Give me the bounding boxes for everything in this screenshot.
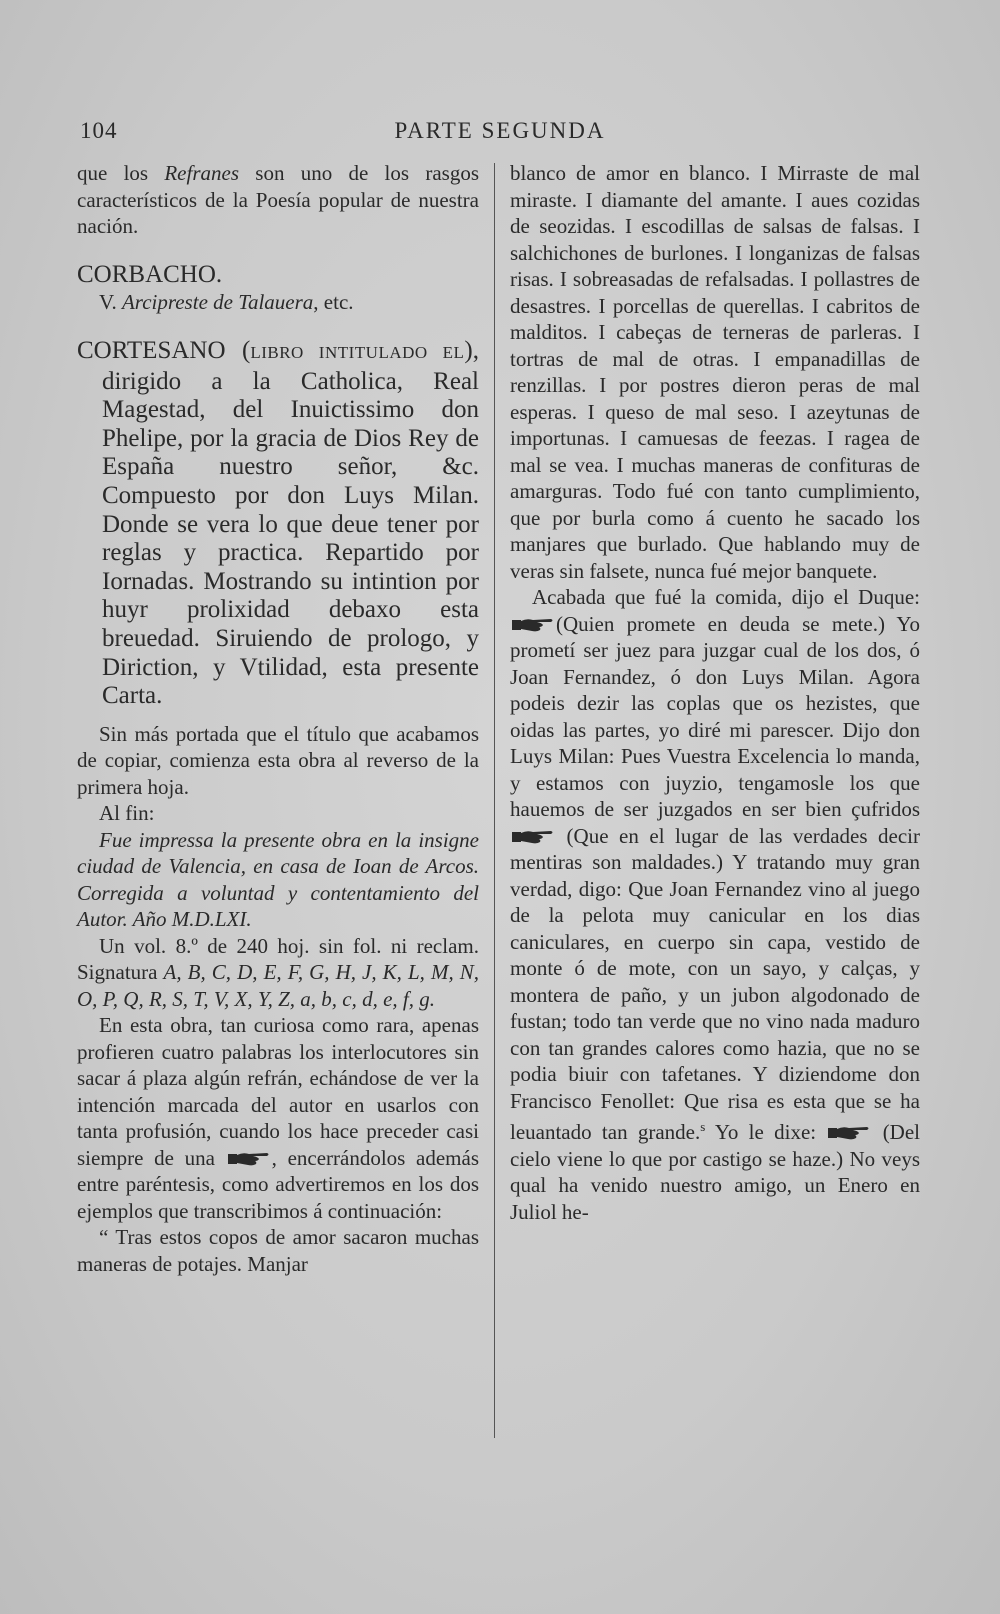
- pointing-hand-icon: [510, 828, 556, 846]
- page-header: [0, 118, 1000, 148]
- pointing-hand-icon: [826, 1124, 872, 1142]
- corbacho-reference: V. Arcipreste de Talauera, etc.: [99, 289, 354, 314]
- running-head: PARTE SEGUNDA: [394, 118, 606, 143]
- paragraph-esta-obra: En esta obra, tan curiosa como rara, apenas profieren cuatro palabras los interlocutores sin sacar á plaza algún refrán, echándose de ver la intención marcada del autor en usarlos con tanta profusión, cuando los hace preceder casi siempre de una , encerrándolos además entre paréntesis, como advertiremos en los dos ejemplos que transcribimos á continuación:: [77, 1013, 480, 1223]
- intro-paragraph: que los Refranes son uno de los rasgos característicos de la Poesía popular de nuestra nación.: [77, 161, 479, 238]
- paragraph-quote-start: “ Tras estos copos de amor sacaron muchas maneras de potajes. Manjar: [77, 1225, 479, 1276]
- pointing-hand-icon: [510, 616, 556, 634]
- left-column: [77, 160, 479, 1277]
- paragraph-sin-mas: Sin más portada que el título que acabamos de copiar, comienza esta obra al reverso de la primera hoja.: [77, 721, 479, 799]
- footnote-marker: s: [700, 1119, 706, 1134]
- paragraph-acabada: Acabada que fué la comida, dijo el Duque: (Quien promete en deuda se mete.) Yo prometí ser juez para juzgar cual de los dos, ó Joan Fernandez, ó don Luys Milan. Agora podeis dezir las coplas que os hezistes, que oidas las partes, yo diré mi parescer. Dijo don Luys Milan: Pues Vuestra Excelencia lo manda, y estamos con juyzio, tengamosle los que hauemos de ser juzgados en ser bien çufridos (Que en el lugar de las verdades decir mentiras son maldades.) Y tratando muy gran verdad, digo: Que Joan Fernandez vino al juego de la pelota muy canicular en los dias caniculares, en cuerpo sin capa, vestido de monte ó de mote, con un sayo, y calças, y montera de paño, y un jubon algodonado de fustan; todo tan verde que no vino nada maduro con tan grandes calores como hazia, que no se podia biuir con tafetanes. Y diziendome don Francisco Fenollet: Que risa es esta que se ha leuantado tan grande.$^s$ Yo le dixe: (Del cielo viene lo que por castigo se haze.) No veys qual ha venido nuestro amigo, un Enero en Juliol he-: [510, 585, 921, 1224]
- right-column: [510, 160, 920, 1225]
- entry-cortesano: CORTESANO (LIBRO INTITULADO EL), dirigido a la Catholica, Real Magestad, del Inuictissimo don Phelipe, por la gracia de Dios Rey de España nuestro señor, &c. Compuesto por don Luys Milan. Donde se vera lo que deue tener por reglas y practica. Repartido por Iornadas. Mostrando su intintion por huyr prolixidad debaxo esta breuedad. Siruiendo de prologo, y Diriction, y Vtilidad, esta presente Carta.: [77, 337, 479, 710]
- pointing-hand-icon: [226, 1150, 272, 1168]
- paragraph-volume: Un vol. 8.º de 240 hoj. sin fol. ni reclam. Signatura A, B, C, D, E, F, G, H, J, K, L, M, N, O, P, Q, R, S, T, V, X, Y, Z, a, b, c, d, e, f, g.: [77, 933, 480, 1011]
- page-number: 104: [80, 118, 118, 143]
- entry-title-corbacho: CORBACHO.: [77, 260, 223, 288]
- colophon: Fue impressa la presente obra en la insigne ciudad de Valencia, en casa de Ioan de Arcos. Corregida a voluntad y contentamiento del Autor. Año M.D.LXI.: [77, 827, 479, 932]
- paragraph-manjar-continued: blanco de amor en blanco. I Mirraste de mal miraste. I diamante del amante. I aues cozidas de seozidas. I escodillas de salsas de falsas. I salchichones de burlones. I longanizas de falsas risas. I sobreasadas de refalsadas. I pollastres de desastres. I porcellas de querellas. I cabritos de malditos. I cabeças de terneras de parleras. I tortras de mal de otras. I empanadillas de renzillas. I por postres dieron peras de mal esperas. I queso de mal seso. I azeytunas de importunas. I camuesas de feezas. I ragea de mal se vea. I muchas maneras de confituras de amarguras. Todo fué con tanto cumplimiento, que por burla como á cuento he sacado los manjares que burlado. Que hablando muy de veras sin falsete, nunca fué mejor banquete.: [510, 161, 920, 583]
- paragraph-al-fin: Al fin:: [99, 801, 155, 826]
- column-divider: [494, 163, 495, 1438]
